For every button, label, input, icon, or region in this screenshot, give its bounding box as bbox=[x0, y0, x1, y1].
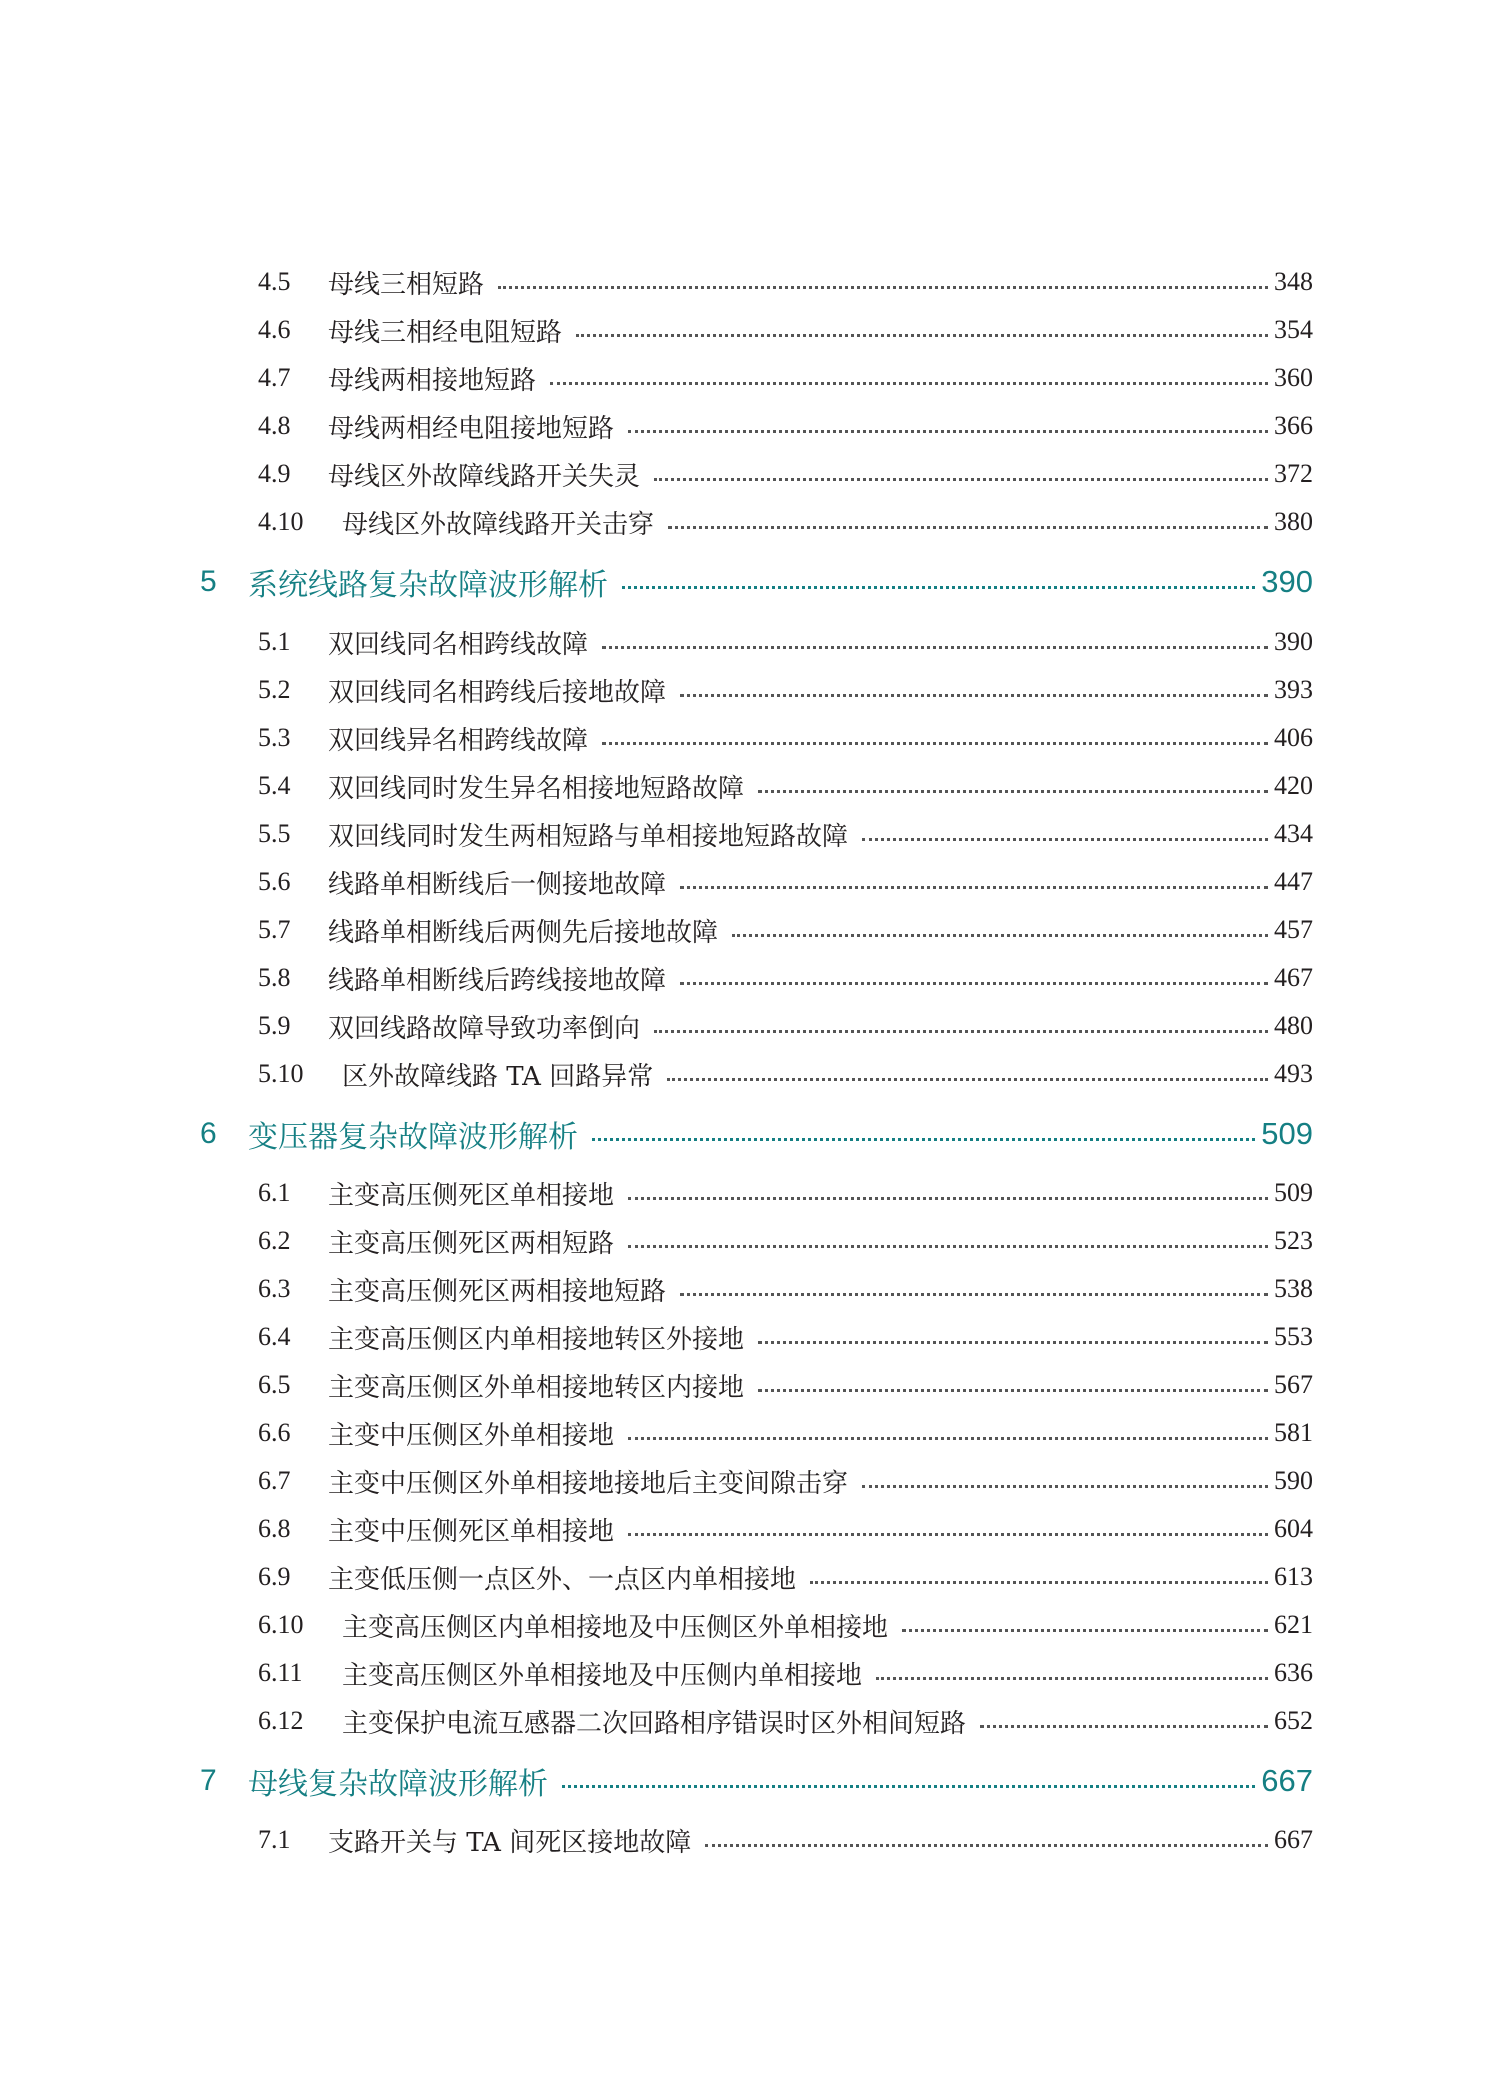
section-title: 主变保护电流互感器二次回路相序错误时区外相间短路 bbox=[342, 1708, 967, 1739]
page-number: 434 bbox=[1274, 819, 1313, 848]
dot-leader bbox=[862, 1485, 1268, 1488]
section-title: 支路开关与 TA 间死区接地故障 bbox=[328, 1827, 692, 1858]
page-number: 467 bbox=[1274, 963, 1313, 992]
dot-leader bbox=[680, 694, 1268, 697]
dot-leader bbox=[862, 838, 1268, 841]
dot-leader bbox=[628, 1533, 1268, 1536]
toc-entry[interactable] bbox=[258, 1054, 1313, 1094]
page-number: 354 bbox=[1274, 315, 1313, 344]
dot-leader bbox=[902, 1629, 1268, 1632]
page-number: 390 bbox=[1261, 564, 1313, 599]
section-title: 线路单相断线后两侧先后接地故障 bbox=[328, 917, 719, 948]
section-number: 4.10 bbox=[258, 507, 304, 536]
page-number: 509 bbox=[1261, 1116, 1313, 1151]
page-number: 493 bbox=[1274, 1059, 1313, 1088]
section-number: 4.5 bbox=[258, 267, 291, 296]
dot-leader bbox=[628, 430, 1268, 433]
section-number: 6.8 bbox=[258, 1514, 291, 1543]
section-number: 5.9 bbox=[258, 1011, 291, 1040]
page-number: 590 bbox=[1274, 1466, 1313, 1495]
page-number: 420 bbox=[1274, 771, 1313, 800]
chapter-number: 5 bbox=[200, 565, 217, 598]
dot-leader bbox=[758, 790, 1268, 793]
section-title: 母线两相接地短路 bbox=[328, 365, 537, 396]
chapter-title: 母线复杂故障波形解析 bbox=[248, 1767, 548, 1802]
dot-leader bbox=[550, 382, 1268, 385]
section-number: 6.3 bbox=[258, 1274, 291, 1303]
toc-entry[interactable] bbox=[258, 262, 1313, 302]
section-number: 6.7 bbox=[258, 1466, 291, 1495]
chapter-number: 7 bbox=[200, 1764, 217, 1797]
page-number: 509 bbox=[1274, 1178, 1313, 1207]
toc-entry[interactable] bbox=[258, 1820, 1313, 1860]
toc-entry[interactable] bbox=[258, 1173, 1313, 1213]
page-number: 523 bbox=[1274, 1226, 1313, 1255]
section-number: 5.6 bbox=[258, 867, 291, 896]
toc-entry[interactable] bbox=[258, 1006, 1313, 1046]
toc-entry[interactable] bbox=[258, 766, 1313, 806]
section-title: 母线两相经电阻接地短路 bbox=[328, 413, 615, 444]
dot-leader bbox=[602, 742, 1268, 745]
toc-entry[interactable] bbox=[258, 1509, 1313, 1549]
dot-leader bbox=[628, 1245, 1268, 1248]
page-number: 667 bbox=[1261, 1763, 1313, 1798]
section-number: 6.12 bbox=[258, 1706, 304, 1735]
toc-entry[interactable] bbox=[258, 622, 1313, 662]
section-title: 主变中压侧区外单相接地接地后主变间隙击穿 bbox=[328, 1468, 849, 1499]
section-number: 5.8 bbox=[258, 963, 291, 992]
page-number: 406 bbox=[1274, 723, 1313, 752]
section-title: 双回线异名相跨线故障 bbox=[328, 725, 589, 756]
toc-entry[interactable] bbox=[258, 1701, 1313, 1741]
page-number: 652 bbox=[1274, 1706, 1313, 1735]
section-title: 主变高压侧区内单相接地及中压侧区外单相接地 bbox=[342, 1612, 889, 1643]
section-number: 4.9 bbox=[258, 459, 291, 488]
section-title: 区外故障线路 TA 回路异常 bbox=[342, 1061, 654, 1092]
dot-leader bbox=[980, 1725, 1268, 1728]
section-title: 主变高压侧死区单相接地 bbox=[328, 1180, 615, 1211]
toc-entry[interactable] bbox=[258, 1557, 1313, 1597]
toc-entry[interactable] bbox=[258, 910, 1313, 950]
section-number: 5.2 bbox=[258, 675, 291, 704]
toc-entry[interactable] bbox=[258, 1269, 1313, 1309]
section-number: 6.10 bbox=[258, 1610, 304, 1639]
section-title: 双回线同时发生异名相接地短路故障 bbox=[328, 773, 745, 804]
toc-entry[interactable] bbox=[258, 1413, 1313, 1453]
chapter-title: 变压器复杂故障波形解析 bbox=[248, 1120, 578, 1155]
dot-leader bbox=[680, 1293, 1268, 1296]
section-title: 母线区外故障线路开关失灵 bbox=[328, 461, 641, 492]
toc-chapter-entry[interactable] bbox=[200, 1757, 1313, 1805]
toc-entry[interactable] bbox=[258, 958, 1313, 998]
page-number: 348 bbox=[1274, 267, 1313, 296]
dot-leader bbox=[576, 334, 1268, 337]
toc-entry[interactable] bbox=[258, 670, 1313, 710]
page-number: 360 bbox=[1274, 363, 1313, 392]
section-number: 6.11 bbox=[258, 1658, 303, 1687]
page-number: 480 bbox=[1274, 1011, 1313, 1040]
section-number: 6.6 bbox=[258, 1418, 291, 1447]
section-title: 主变高压侧区外单相接地及中压侧内单相接地 bbox=[342, 1660, 863, 1691]
toc-chapter-entry[interactable] bbox=[200, 1110, 1313, 1158]
dot-leader bbox=[622, 586, 1255, 589]
dot-leader bbox=[680, 886, 1268, 889]
dot-leader bbox=[705, 1844, 1268, 1847]
page-number: 390 bbox=[1274, 627, 1313, 656]
dot-leader bbox=[654, 1030, 1268, 1033]
dot-leader bbox=[602, 646, 1268, 649]
section-title: 主变高压侧死区两相短路 bbox=[328, 1228, 615, 1259]
toc-chapter-entry[interactable] bbox=[200, 558, 1313, 606]
dot-leader bbox=[758, 1389, 1268, 1392]
chapter-title: 系统线路复杂故障波形解析 bbox=[248, 568, 608, 603]
section-number: 4.6 bbox=[258, 315, 291, 344]
section-number: 6.2 bbox=[258, 1226, 291, 1255]
toc-entry[interactable] bbox=[258, 406, 1313, 446]
section-number: 7.1 bbox=[258, 1825, 291, 1854]
page-number: 553 bbox=[1274, 1322, 1313, 1351]
toc-entry[interactable] bbox=[258, 1461, 1313, 1501]
section-title: 线路单相断线后跨线接地故障 bbox=[328, 965, 667, 996]
dot-leader bbox=[758, 1341, 1268, 1344]
dot-leader bbox=[876, 1677, 1268, 1680]
section-number: 6.9 bbox=[258, 1562, 291, 1591]
dot-leader bbox=[562, 1785, 1255, 1788]
toc-entry[interactable] bbox=[258, 1317, 1313, 1357]
toc-entry[interactable] bbox=[258, 1221, 1313, 1261]
page-number: 604 bbox=[1274, 1514, 1313, 1543]
section-title: 线路单相断线后一侧接地故障 bbox=[328, 869, 667, 900]
section-title: 母线区外故障线路开关击穿 bbox=[342, 509, 655, 540]
section-title: 双回线同名相跨线故障 bbox=[328, 629, 589, 660]
section-number: 5.5 bbox=[258, 819, 291, 848]
toc-entry[interactable] bbox=[258, 454, 1313, 494]
section-number: 5.7 bbox=[258, 915, 291, 944]
page-number: 447 bbox=[1274, 867, 1313, 896]
page-number: 372 bbox=[1274, 459, 1313, 488]
section-title: 双回线同时发生两相短路与单相接地短路故障 bbox=[328, 821, 849, 852]
section-number: 5.10 bbox=[258, 1059, 304, 1088]
toc-entry[interactable] bbox=[258, 502, 1313, 542]
dot-leader bbox=[654, 478, 1268, 481]
section-number: 6.4 bbox=[258, 1322, 291, 1351]
page-number: 538 bbox=[1274, 1274, 1313, 1303]
toc-entry[interactable] bbox=[258, 1653, 1313, 1693]
section-number: 4.7 bbox=[258, 363, 291, 392]
page-number: 613 bbox=[1274, 1562, 1313, 1591]
page-number: 667 bbox=[1274, 1825, 1313, 1854]
toc-entry[interactable] bbox=[258, 358, 1313, 398]
section-title: 双回线同名相跨线后接地故障 bbox=[328, 677, 667, 708]
dot-leader bbox=[592, 1138, 1255, 1141]
toc-entry[interactable] bbox=[258, 862, 1313, 902]
dot-leader bbox=[732, 934, 1268, 937]
page-number: 567 bbox=[1274, 1370, 1313, 1399]
section-title: 母线三相经电阻短路 bbox=[328, 317, 563, 348]
page-number: 457 bbox=[1274, 915, 1313, 944]
section-title: 主变高压侧死区两相接地短路 bbox=[328, 1276, 667, 1307]
section-title: 主变中压侧区外单相接地 bbox=[328, 1420, 615, 1451]
dot-leader bbox=[810, 1581, 1268, 1584]
section-title: 主变中压侧死区单相接地 bbox=[328, 1516, 615, 1547]
section-number: 4.8 bbox=[258, 411, 291, 440]
section-number: 5.4 bbox=[258, 771, 291, 800]
page-number: 366 bbox=[1274, 411, 1313, 440]
toc-entry[interactable] bbox=[258, 310, 1313, 350]
section-title: 母线三相短路 bbox=[328, 269, 485, 300]
page-number: 380 bbox=[1274, 507, 1313, 536]
page-number: 621 bbox=[1274, 1610, 1313, 1639]
dot-leader bbox=[667, 1078, 1268, 1081]
section-title: 主变低压侧一点区外、一点区内单相接地 bbox=[328, 1564, 797, 1595]
dot-leader bbox=[680, 982, 1268, 985]
toc-entry[interactable] bbox=[258, 718, 1313, 758]
toc-entry[interactable] bbox=[258, 1605, 1313, 1645]
page-number: 393 bbox=[1274, 675, 1313, 704]
toc-entry[interactable] bbox=[258, 1365, 1313, 1405]
dot-leader bbox=[628, 1197, 1268, 1200]
dot-leader bbox=[668, 526, 1268, 529]
section-number: 5.3 bbox=[258, 723, 291, 752]
section-title: 双回线路故障导致功率倒向 bbox=[328, 1013, 641, 1044]
section-title: 主变高压侧区内单相接地转区外接地 bbox=[328, 1324, 745, 1355]
page-number: 636 bbox=[1274, 1658, 1313, 1687]
section-number: 5.1 bbox=[258, 627, 291, 656]
chapter-number: 6 bbox=[200, 1117, 217, 1150]
section-number: 6.1 bbox=[258, 1178, 291, 1207]
dot-leader bbox=[628, 1437, 1268, 1440]
page-number: 581 bbox=[1274, 1418, 1313, 1447]
section-title: 主变高压侧区外单相接地转区内接地 bbox=[328, 1372, 745, 1403]
section-number: 6.5 bbox=[258, 1370, 291, 1399]
dot-leader bbox=[498, 286, 1268, 289]
toc-entry[interactable] bbox=[258, 814, 1313, 854]
